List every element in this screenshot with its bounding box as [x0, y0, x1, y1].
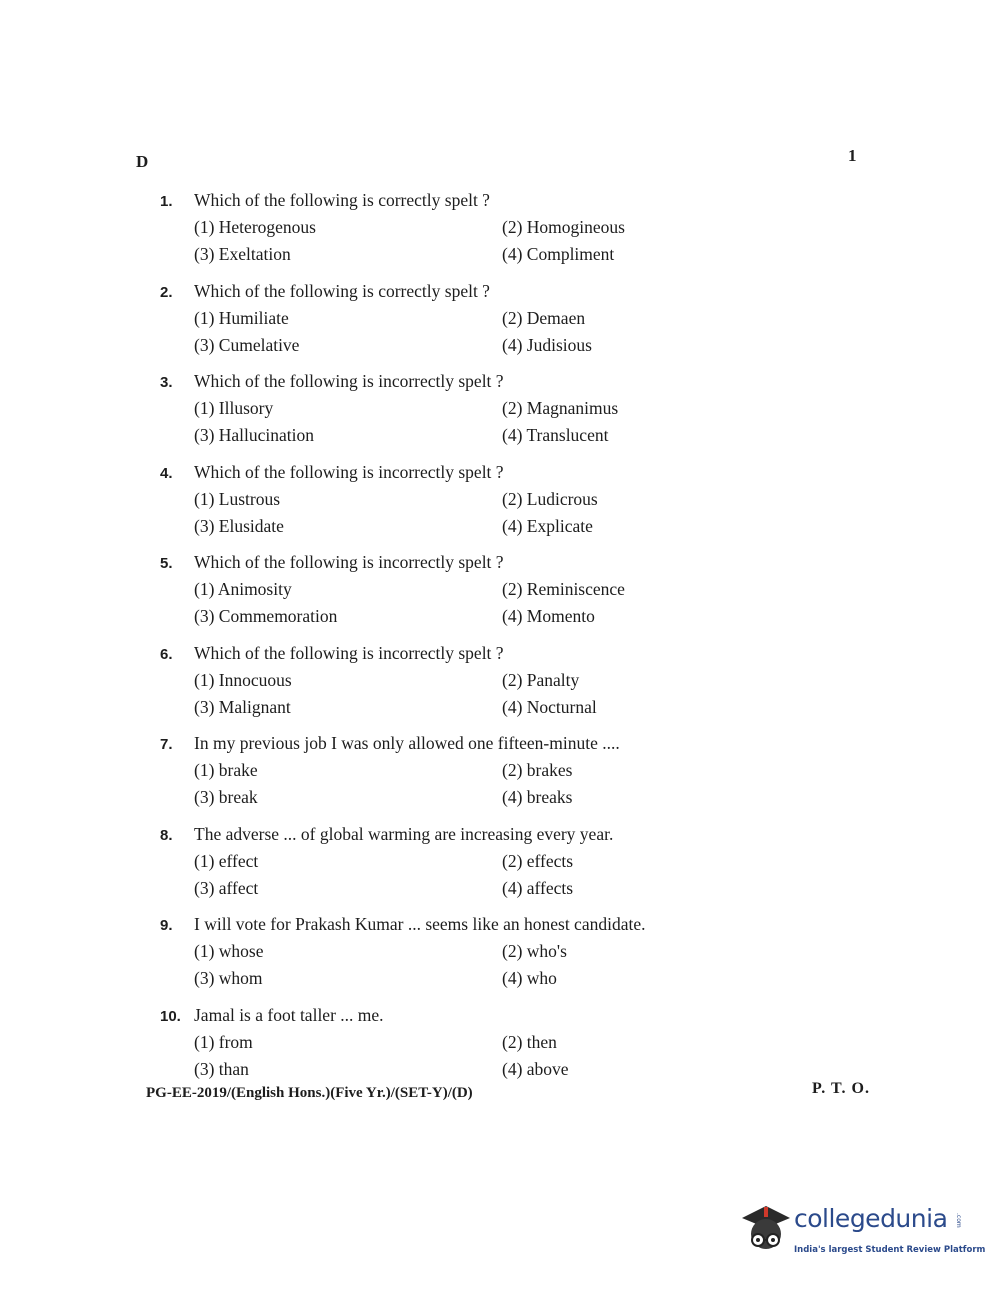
question-number: 3. [160, 374, 173, 391]
option-3: (3) break [194, 787, 258, 807]
question-number: 1. [160, 193, 173, 210]
mascot-icon [736, 1198, 792, 1258]
option-4: (4) Nocturnal [502, 696, 597, 717]
option-4: (4) above [502, 1058, 569, 1079]
option-2: (2) Demaen [502, 307, 586, 328]
question-text: Which of the following is incorrectly spelt ? [194, 461, 504, 482]
option-4: (4) breaks [502, 787, 573, 807]
question-number: 6. [160, 645, 173, 663]
question-number: 9. [160, 917, 173, 934]
question-text: Which of the following is correctly spelt ? [194, 190, 490, 210]
brand-tagline: India's largest Student Review Platform [794, 1245, 986, 1255]
question-item [160, 1001, 720, 1092]
option-3: (3) Hallucination [194, 425, 315, 445]
option-1: (1) brake [194, 760, 258, 780]
question-text: I will vote for Prakash Kumar ... seems like an honest candidate. [194, 914, 646, 934]
option-2: (2) effects [502, 850, 574, 871]
option-1: (1) Heterogenous [194, 217, 316, 237]
option-2: (2) Reminiscence [502, 579, 625, 599]
question-text: Which of the following is incorrectly spelt ? [194, 552, 504, 572]
question-text: The adverse ... of global warming are increasing every year. [194, 823, 614, 844]
option-3: (3) Cumelative [194, 334, 300, 355]
option-4: (4) Translucent [502, 425, 609, 445]
option-4: (4) Momento [502, 606, 595, 626]
paper-code: PG-EE-2019/(English Hons.)(Five Yr.)/(SET-Y)/(D) [146, 1085, 473, 1101]
question-item [160, 820, 720, 911]
question-number: 4. [160, 464, 173, 482]
set-code: D [136, 152, 149, 171]
question-text: Jamal is a foot taller ... me. [194, 1004, 384, 1025]
option-3: (3) than [194, 1058, 249, 1079]
option-1: (1) Humiliate [194, 307, 289, 328]
option-2: (2) Panalty [502, 669, 580, 690]
question-list [160, 186, 720, 1091]
question-number: 10. [160, 1007, 181, 1025]
question-item [160, 639, 720, 730]
option-1: (1) Animosity [194, 579, 292, 599]
question-number: 7. [160, 736, 173, 753]
option-1: (1) Lustrous [194, 488, 281, 509]
option-2: (2) then [502, 1031, 557, 1052]
question-item [160, 729, 720, 820]
question-item [160, 186, 720, 277]
question-item [160, 458, 720, 549]
collegedunia-logo [736, 1198, 986, 1260]
option-3: (3) whom [194, 968, 263, 988]
option-4: (4) Compliment [502, 244, 615, 264]
option-4: (4) who [502, 968, 557, 988]
question-number: 8. [160, 826, 173, 844]
option-1: (1) from [194, 1031, 253, 1052]
option-3: (3) Elusidate [194, 515, 284, 536]
question-item [160, 367, 720, 458]
option-2: (2) who's [502, 941, 567, 961]
question-text: In my previous job I was only allowed one fifteen-minute .... [194, 733, 620, 753]
question-item [160, 910, 720, 1001]
option-3: (3) affect [194, 877, 259, 898]
option-2: (2) brakes [502, 760, 573, 780]
brand-domain: .com [955, 1213, 962, 1228]
question-text: Which of the following is correctly spelt ? [194, 280, 490, 301]
option-2: (2) Homogineous [502, 217, 625, 237]
option-1: (1) effect [194, 850, 259, 871]
option-1: (1) whose [194, 941, 264, 961]
option-1: (1) Innocuous [194, 669, 292, 690]
option-3: (3) Malignant [194, 696, 291, 717]
option-2: (2) Magnanimus [502, 398, 619, 418]
question-item [160, 277, 720, 368]
page-number: 1 [848, 146, 857, 165]
brand-name: collegedunia [794, 1204, 948, 1233]
option-3: (3) Exeltation [194, 244, 291, 264]
option-2: (2) Ludicrous [502, 488, 598, 509]
pto-label: P. T. O. [812, 1080, 870, 1097]
question-number: 2. [160, 283, 173, 301]
question-text: Which of the following is incorrectly spelt ? [194, 371, 504, 391]
question-item [160, 548, 720, 639]
option-1: (1) Illusory [194, 398, 274, 418]
question-text: Which of the following is incorrectly spelt ? [194, 642, 504, 663]
question-number: 5. [160, 555, 173, 572]
option-4: (4) Explicate [502, 515, 593, 536]
option-4: (4) Judisious [502, 334, 592, 355]
option-3: (3) Commemoration [194, 606, 338, 626]
option-4: (4) affects [502, 877, 574, 898]
